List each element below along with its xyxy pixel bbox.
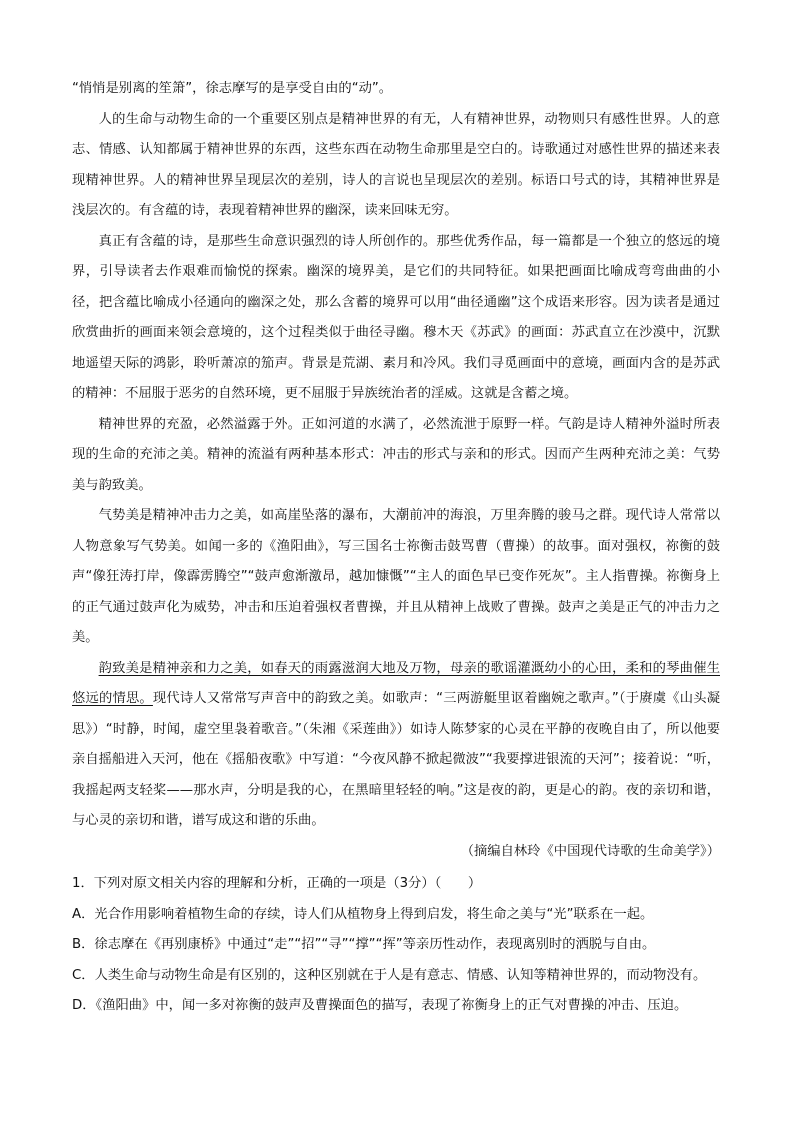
question-1: [72, 869, 720, 1022]
article-body: [72, 74, 720, 1022]
source-citation: （摘编自林玲《中国现代诗歌的生命美学》）: [460, 843, 720, 859]
option-d: D．《渔阳曲》中，闻一多对祢衡的鼓声及曹操面色的描写，表现了祢衡身上的正气对曹操的冲击、压迫。: [72, 998, 688, 1013]
question-stem: 1．下列对原文相关内容的理解和分析，正确的一项是（3分）（ ）: [72, 876, 482, 891]
paragraph-spiritual-world: 人的生命与动物生命的一个重要区别点是精神世界的有无，人有精神世界，动物则只有感性世界。人的意志、情感、认知都属于精神世界的东西，这些东西在动物生命那里是空白的。诗歌通过对感性世界的描述来表现精神世界。人的精神世界呈现层次的差别，诗人的言说也呈现层次的差别。标语口号式的诗，其精神世界是浅层次的。有含蕴的诗，表现着精神世界的幽深，读来回味无穷。: [72, 111, 720, 218]
paragraph-implicit-realm: 真正有含蕴的诗，是那些生命意识强烈的诗人所创作的。那些优秀作品，每一篇都是一个独立的悠远的境界，引导读者去作艰难而愉悦的探索。幽深的境界美，是它们的共同特征。如果把画面比喻成弯弯曲曲的小径，把含蕴比喻成小径通向的幽深之处，那么含蓄的境界可以用“曲径通幽”这个成语来形容。因为读者是通过欣赏曲折的画面来领会意境的，这个过程类似于曲径寻幽。穆木天《苏武》的画面：苏武直立在沙漠中，沉默地遥望天际的鸿影，聆听萧凉的笳声。背景是荒湖、素月和冷风。我们寻觅画面中的意境，画面内含的是苏武的精神：不屈服于恶劣的自然环境，更不屈服于异族统治者的淫威。这就是含蓄之境。: [72, 233, 720, 401]
paragraph-charm-rest: 现代诗人又常常写声音中的韵致之美。如歌声：“三两游艇里讴着幽婉之歌声。”（于赓虞《山头凝思》）“时静，时闻，虚空里袅着歌音。”（朱湘《采莲曲》）如诗人陈梦家的心灵在平静的夜晚自由了，所以他要亲自摇船进入天河，他在《摇船夜歌》中写道：“今夜风静不掀起微波”“我要撑进银流的天河”；接着说：“听，我摇起两支轻桨——那水声，分明是我的心，在黑暗里轻轻的响。”这是夜的韵，更是心的韵。夜的亲切和谐，与心灵的亲切和谐，谱写成这和谐的乐曲。: [72, 691, 720, 828]
paragraph-fullness: 精神世界的充盈，必然溢露于外。正如河道的水满了，必然流泄于原野一样。气韵是诗人精神外溢时所表现的生命的充沛之美。精神的流溢有两种基本形式：冲击的形式与亲和的形式。因而产生两种充沛之美：气势美与韵致美。: [72, 416, 720, 493]
underlined-sentence: 韵致美是精神亲和力之美，如春天的雨露滋润大地及万物，母亲的歌谣灌溉幼小的心田，柔和的琴曲催生悠远的情思。: [72, 660, 720, 706]
paragraph-momentum-beauty: 气势美是精神冲击力之美，如高崖坠落的瀑布，大潮前冲的海浪，万里奔腾的骏马之群。现代诗人常常以人物意象写气势美。如闻一多的《渔阳曲》，写三国名士祢衡击鼓骂曹（曹操）的故事。面对强权，祢衡的鼓声“像狂涛打岸，像霹雳腾空”“鼓声愈渐激昂，越加慷慨”“主人的面色早已变作死灰”。主人指曹操。祢衡身上的正气通过鼓声化为威势，冲击和压迫着强权者曹操，并且从精神上战败了曹操。鼓声之美是正气的冲击力之美。: [72, 508, 720, 645]
paragraph-charm-beauty: [72, 654, 720, 837]
option-b: B．徐志摩在《再别康桥》中通过“走”“招”“寻”“撑”“挥”等亲历性动作，表现离别时的洒脱与自由。: [72, 937, 656, 952]
paragraph-continued: “悄悄是别离的笙箫”，徐志摩写的是享受自由的“动”。: [72, 81, 393, 96]
option-c: C．人类生命与动物生命是有区别的，这种区别就在于人是有意志、情感、认知等精神世界的，而动物没有。: [72, 967, 707, 983]
option-a: A．光合作用影响着植物生命的存续，诗人们从植物身上得到启发，将生命之美与“光”联系在一起。: [72, 906, 654, 922]
